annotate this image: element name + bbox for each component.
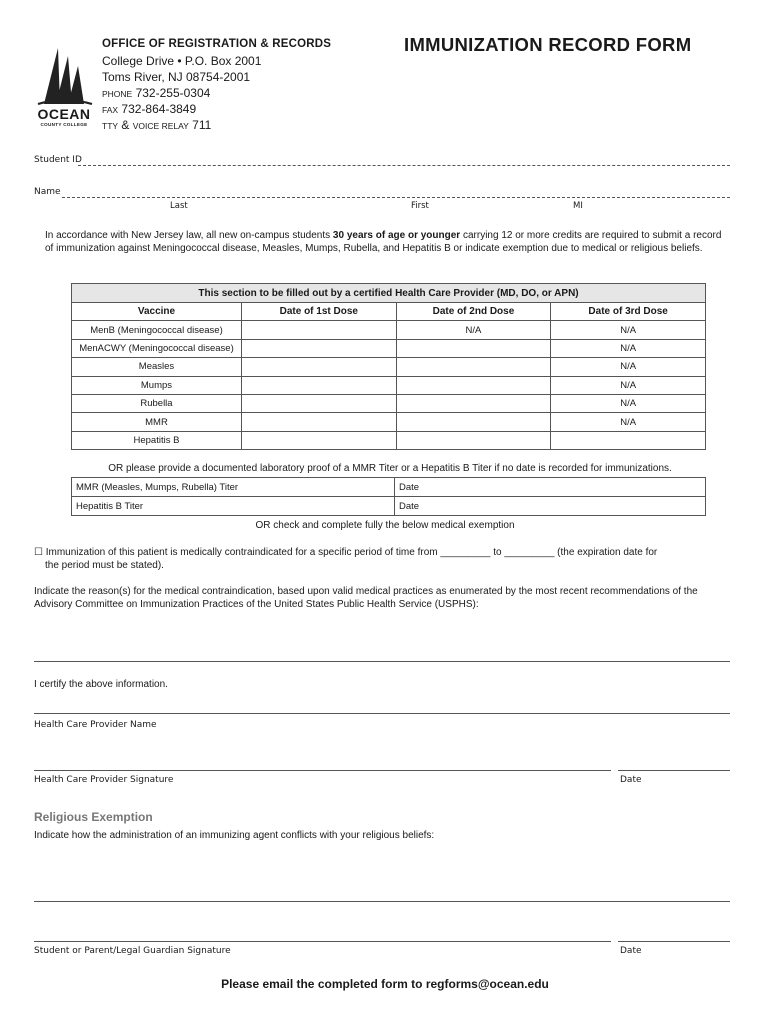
table-row (72, 431, 706, 449)
phone-line (102, 86, 210, 100)
provider-date-label: Date (620, 775, 642, 785)
student-id-field[interactable] (78, 165, 730, 166)
provider-signature-label: Health Care Provider Signature (34, 775, 174, 785)
footer-email-instruction: Please email the completed form to regforms@ocean.edu (221, 977, 549, 991)
column-header-dose-2: Date of 2nd Dose (396, 303, 551, 321)
table-row (72, 376, 706, 394)
table-row (72, 321, 706, 339)
medical-text-to: to (490, 547, 505, 558)
religious-exemption-heading: Religious Exemption (34, 810, 153, 824)
name-label: Name (34, 187, 61, 197)
table-row (72, 358, 706, 376)
dose-3-cell: N/A (551, 339, 706, 357)
fax-number: 732-864-3849 (121, 102, 197, 116)
column-header-vaccine: Vaccine (72, 303, 242, 321)
last-name-label: Last (170, 201, 188, 211)
provider-name-label: Health Care Provider Name (34, 720, 157, 730)
tty-line (102, 118, 211, 132)
relay-number: 711 (192, 118, 212, 132)
titer-note: OR please provide a documented laboratory proof of a MMR Titer or a Hepatitis B Titer if no date is recorded for immunizations. (108, 463, 672, 474)
dose-3-cell: N/A (551, 358, 706, 376)
intro-text-end: carrying 12 or more credits are required to submit a record of immunization against Meningococcal disease, Measles, Mumps, Rubella, and Hepatitis B or indicate exemption due to medical or religious beliefs. (45, 230, 722, 254)
dose-1-cell[interactable] (241, 413, 396, 431)
intro-age-emphasis: 30 years of age or younger (332, 230, 461, 241)
column-header-dose-1: Date of 1st Dose (241, 303, 396, 321)
intro-text-start: In accordance with New Jersey law, all new on-campus students (45, 230, 333, 241)
dose-2-cell[interactable] (396, 431, 551, 449)
dose-1-cell[interactable] (241, 321, 396, 339)
tty-label: TTY (102, 121, 119, 131)
medical-reason-instruction: Indicate the reason(s) for the medical contraindication, based upon valid medical practices as enumerated by the most recent recommendations of the Advisory Committee on Immunization Practices of the United States Public Health Service (USPHS): (34, 586, 698, 610)
phone-number: 732-255-0304 (135, 86, 211, 100)
titer-label: Hepatitis B Titer (72, 497, 395, 516)
student-id-label: Student ID (34, 155, 82, 165)
titer-table (71, 477, 706, 516)
titer-date-cell[interactable]: Date (395, 478, 706, 497)
guardian-signature-field[interactable] (34, 941, 611, 942)
name-field[interactable] (62, 197, 730, 198)
vaccine-name: Measles (72, 358, 242, 376)
address-line-2: Toms River, NJ 08754-2001 (102, 70, 251, 84)
dose-1-cell[interactable] (241, 358, 396, 376)
column-header-dose-3: Date of 3rd Dose (551, 303, 706, 321)
logo-subtitle: COUNTY COLLEGE (40, 122, 88, 127)
medical-text-start: Immunization of this patient is medically contraindicated for a specific period of time from (42, 547, 441, 558)
dose-1-cell[interactable] (241, 339, 396, 357)
form-title: IMMUNIZATION RECORD FORM (404, 34, 692, 55)
table-row (72, 413, 706, 431)
medical-text-end: (the expiration date for (554, 547, 658, 558)
titer-label: MMR (Measles, Mumps, Rubella) Titer (72, 478, 395, 497)
or-medical-exemption: OR check and complete fully the below medical exemption (255, 520, 515, 531)
exemption-to-date-field[interactable]: _________ (504, 547, 555, 558)
vaccine-name: Rubella (72, 394, 242, 412)
certify-statement: I certify the above information. (34, 679, 168, 690)
dose-3-cell[interactable] (551, 431, 706, 449)
office-name: OFFICE OF REGISTRATION & RECORDS (102, 38, 332, 50)
dose-1-cell[interactable] (241, 376, 396, 394)
dose-2-cell[interactable] (396, 413, 551, 431)
dose-3-cell: N/A (551, 321, 706, 339)
fax-label: FAX (102, 105, 119, 115)
guardian-signature-label: Student or Parent/Legal Guardian Signature (34, 946, 231, 956)
religious-instruction: Indicate how the administration of an immunizing agent conflicts with your religious beliefs: (34, 830, 435, 841)
vaccine-table (71, 283, 706, 450)
medical-exemption-checkbox[interactable]: ☐ (34, 547, 43, 558)
table-row (72, 339, 706, 357)
vaccine-name: MenACWY (Meningococcal disease) (72, 339, 242, 357)
table-row (72, 478, 706, 497)
provider-name-field[interactable] (34, 713, 730, 714)
dose-2-cell[interactable] (396, 358, 551, 376)
medical-reason-field[interactable] (34, 661, 730, 662)
medical-exemption-statement (34, 546, 734, 559)
vaccine-name: Hepatitis B (72, 431, 242, 449)
vaccine-name: Mumps (72, 376, 242, 394)
table-row (72, 497, 706, 516)
table-row (72, 394, 706, 412)
vaccine-name: MenB (Meningococcal disease) (72, 321, 242, 339)
medical-text-line-2: the period must be stated). (45, 560, 164, 571)
religious-reason-field[interactable] (34, 901, 730, 902)
relay-label: VOICE RELAY (132, 121, 189, 131)
titer-date-cell[interactable]: Date (395, 497, 706, 516)
dose-3-cell: N/A (551, 413, 706, 431)
provider-signature-field[interactable] (34, 770, 611, 771)
dose-3-cell: N/A (551, 394, 706, 412)
vaccine-name: MMR (72, 413, 242, 431)
provider-date-field[interactable] (618, 770, 730, 771)
fax-line (102, 102, 196, 116)
intro-paragraph (45, 229, 730, 255)
religious-date-label: Date (620, 946, 642, 956)
exemption-from-date-field[interactable]: _________ (440, 547, 491, 558)
middle-initial-label: MI (573, 201, 583, 211)
dose-2-cell[interactable] (396, 339, 551, 357)
address-line-1: College Drive • P.O. Box 2001 (102, 54, 262, 68)
vaccine-table-section-title: This section to be filled out by a certified Health Care Provider (MD, DO, or APN) (72, 284, 706, 303)
dose-3-cell: N/A (551, 376, 706, 394)
logo-name: OCEAN (37, 106, 91, 122)
phone-label: PHONE (102, 89, 133, 99)
dose-2-cell: N/A (396, 321, 551, 339)
first-name-label: First (411, 201, 429, 211)
dose-1-cell[interactable] (241, 431, 396, 449)
dose-2-cell[interactable] (396, 376, 551, 394)
dose-1-cell[interactable] (241, 394, 396, 412)
dose-2-cell[interactable] (396, 394, 551, 412)
tty-ampersand: & (121, 118, 130, 132)
religious-date-field[interactable] (618, 941, 730, 942)
